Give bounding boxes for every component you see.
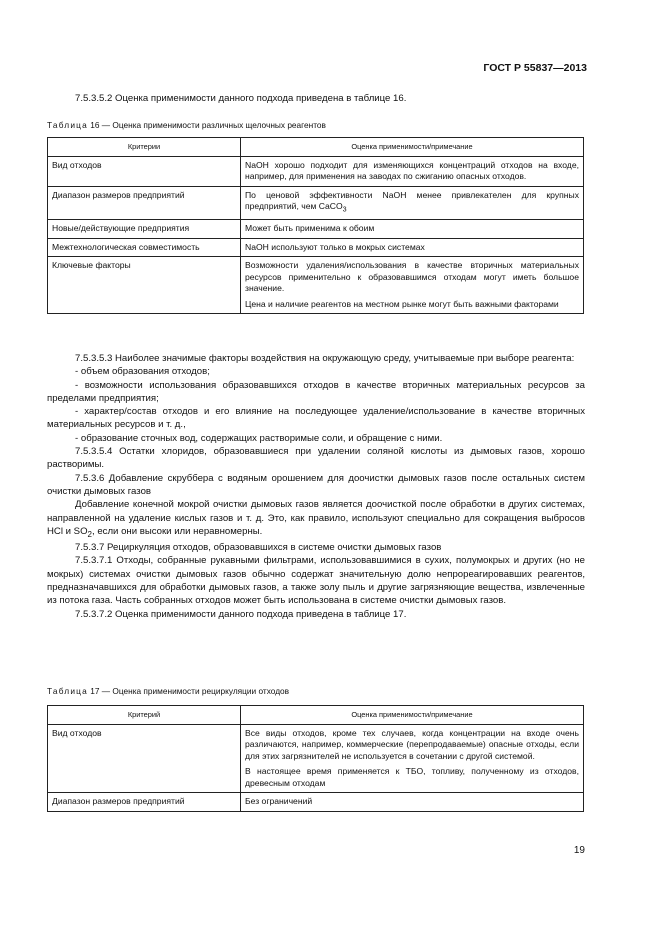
criterion-cell: Вид отходов — [48, 724, 241, 793]
notes-cell: По ценовой эффективности NaOH менее привлекателен для крупных предприятий, чем CaCO$_3$ — [241, 186, 584, 220]
table-header-row — [48, 706, 584, 725]
table-row — [48, 793, 584, 812]
header-notes: Оценка применимости/примечание — [241, 138, 584, 157]
table16-caption: Таблица 16 — Оценка применимости различных щелочных реагентов — [47, 120, 326, 130]
table17-caption: Таблица 17 — Оценка применимости рециркуляции отходов — [47, 686, 290, 696]
table-row — [48, 186, 584, 220]
notes-cell: Без ограничений — [241, 793, 584, 812]
subscript: 3 — [342, 205, 347, 214]
page-number: 19 — [573, 845, 585, 856]
table-row — [48, 238, 584, 257]
table-row — [48, 156, 584, 186]
notes-cell: Возможности удаления/использования в качестве вторичных материальных ресурсов применительно к образовавшимся отходам могут иметь большое значение. Цена и наличие реагентов на местном рынке могут быть важными факторами — [241, 257, 584, 314]
criterion-cell: Межтехнологическая совместимость — [48, 238, 241, 257]
criterion-cell: Новые/действующие предприятия — [48, 220, 241, 239]
table-16 — [47, 137, 584, 314]
table-row — [48, 257, 584, 314]
document-id: ГОСТ Р 55837—2013 — [483, 62, 587, 74]
criterion-cell: Вид отходов — [48, 156, 241, 186]
header-notes: Оценка применимости/примечание — [241, 706, 584, 725]
subscript: 2 — [87, 529, 92, 539]
criterion-cell: Диапазон размеров предприятий — [48, 186, 241, 220]
header-criteria: Критерии — [48, 138, 241, 157]
table-header-row — [48, 138, 584, 157]
notes-cell: Все виды отходов, кроме тех случаев, когда концентрации на входе очень различаются, например, коммерческие (перепродаваемые) опасные отходы, если для этих загрязнителей не используется в сочетании с другой системой. В настоящее время применяется к ТБО, топливу, полученному из отходов, древесным отходам — [241, 724, 584, 793]
header-criteria: Критерий — [48, 706, 241, 725]
table-row — [48, 724, 584, 793]
notes-cell: NaOH хорошо подходит для изменяющихся концентраций отходов на входе, например, для применения на заводах по сжиганию опасных отходов. — [241, 156, 584, 186]
intro-paragraph: 7.5.3.5.2 Оценка применимости данного подхода приведена в таблице 16. — [75, 93, 407, 104]
notes-cell: NaOH используют только в мокрых системах — [241, 238, 584, 257]
notes-cell: Может быть применима к обоим — [241, 220, 584, 239]
table-row — [48, 220, 584, 239]
section-7-5-3-5-3: 7.5.3.5.3 Наиболее значимые факторы воздействия на окружающую среду, учитываемые при выборе реагента: - объем образования отходов; - возможности использования образовавшихся отходов в качестве вторичных материальных ресурсов за пределами предприятия; - характер/состав отходов и его влияние на последующее удаление/использование в качестве вторичных материальных ресурсов и т. д., - образование сточных вод, содержащих растворимые соли, и обращение с ними. 7.5.3.5.4 Остатки хлоридов, образовавшиеся при удалении соляной кислоты из дымовых газов, хорошо растворимы. 7.5.3.6 Добавление скруббера с водяным орошением для доочистки дымовых газов после остальных систем очистки дымовых газов Добавление конечной мокрой очистки дымовых газов является доочисткой после обработки в других системах, направленной на удаление кислых газов и т. д. Это, как правило, используют специально для сокращения выбросов HCl и $SO_2$, если они высоки или неравномерны. 7.5.3.7 Рециркуляция отходов, образовавшихся в системе очистки дымовых газов 7.5.3.7.1 Отходы, собранные рукавными фильтрами, использовавшимися в сухих, полумокрых и других (но не мокрых) системах очистки дымовых газов обычно содержат значительную долю непрореагировавших реагентов, предназначавшихся для обработки дымовых газов, а также золу пыль и другие загрязняющие вещества, извлеченные из потока газа. Часть собранных отходов может быть использована в системе очистки дымовых газов. 7.5.3.7.2 Оценка применимости данного подхода приведена в таблице 17. — [47, 353, 585, 620]
criterion-cell: Диапазон размеров предприятий — [48, 793, 241, 812]
table-17 — [47, 705, 584, 812]
criterion-cell: Ключевые факторы — [48, 257, 241, 314]
